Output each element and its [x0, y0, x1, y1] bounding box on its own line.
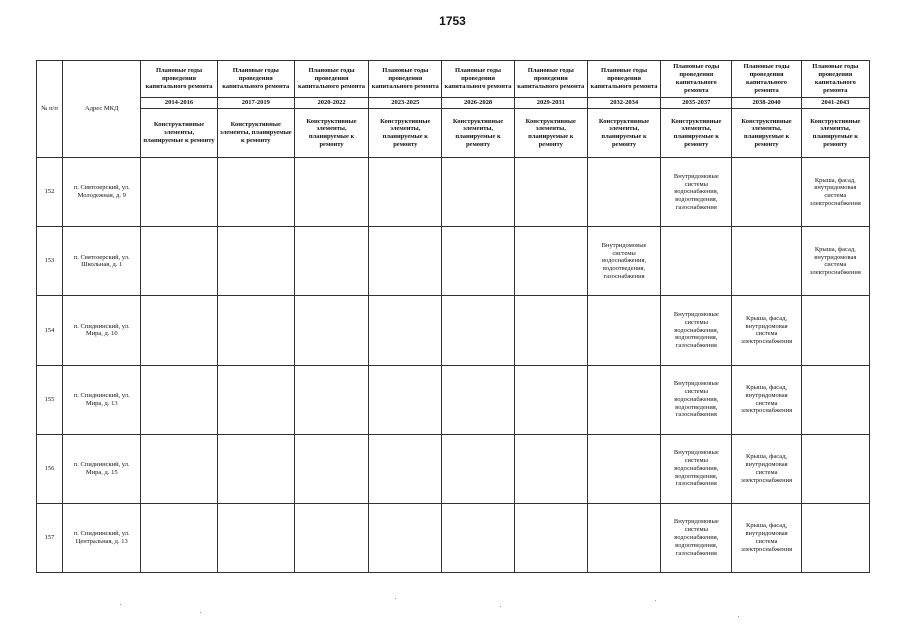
repair-elements-cell	[294, 158, 368, 227]
repair-elements-cell	[587, 296, 660, 365]
repair-elements-cell	[514, 365, 587, 434]
row-address: п. Святозерский, ул. Школьная, д. 1	[63, 227, 141, 296]
header-period-elements: Конструктивные элементы, планируемые к ремонту	[801, 109, 869, 158]
repair-elements-cell: Крыша, фасад, внутридомовая система электроснабжения	[732, 434, 801, 503]
header-period-years: 2032-2034	[587, 98, 660, 109]
header-period-elements: Конструктивные элементы, планируемые к ремонту	[661, 109, 732, 158]
repair-elements-cell	[587, 365, 660, 434]
scan-speck	[200, 612, 201, 613]
repair-elements-cell: Внутридомовые системы водоснабжения, водоотведения, газоснабжения	[661, 503, 732, 572]
row-address: п. Святозерский, ул. Молодежная, д. 9	[63, 158, 141, 227]
repair-elements-cell	[442, 158, 514, 227]
scan-speck	[120, 604, 121, 605]
repair-elements-cell	[442, 365, 514, 434]
table-row	[37, 227, 870, 296]
table-body	[37, 61, 870, 573]
repair-elements-cell	[217, 503, 294, 572]
repair-elements-cell: Внутридомовые системы водоснабжения, водоотведения, газоснабжения	[661, 296, 732, 365]
repair-elements-cell	[732, 227, 801, 296]
repair-elements-cell	[514, 434, 587, 503]
repair-elements-cell	[141, 365, 217, 434]
repair-elements-cell	[514, 296, 587, 365]
header-period-years: 2014-2016	[141, 98, 217, 109]
header-period-title: Плановые годы проведения капитального ремонта	[217, 61, 294, 98]
header-period-title: Плановые годы проведения капитального ремонта	[294, 61, 368, 98]
repair-elements-cell	[141, 296, 217, 365]
repair-elements-cell: Крыша, фасад, внутридомовая система электроснабжения	[801, 158, 869, 227]
header-num-col: № п/п	[37, 61, 63, 158]
row-number: 155	[37, 365, 63, 434]
repair-elements-cell: Внутридомовые системы водоснабжения, водоотведения, газоснабжения	[587, 227, 660, 296]
repair-elements-cell	[294, 503, 368, 572]
header-row-elements	[37, 109, 870, 158]
header-period-title: Плановые годы проведения капитального ремонта	[442, 61, 514, 98]
row-number: 157	[37, 503, 63, 572]
repair-elements-cell	[141, 434, 217, 503]
header-period-elements: Конструктивные элементы, планируемые к ремонту	[217, 109, 294, 158]
repair-elements-cell	[514, 158, 587, 227]
repair-elements-cell	[514, 227, 587, 296]
repair-elements-cell: Внутридомовые системы водоснабжения, водоотведения, газоснабжения	[661, 365, 732, 434]
header-period-title: Плановые годы проведения капитального ремонта	[141, 61, 217, 98]
repair-elements-cell	[217, 296, 294, 365]
page-number: 1753	[439, 14, 466, 28]
repair-elements-cell	[369, 434, 442, 503]
repair-elements-cell	[217, 365, 294, 434]
repair-elements-cell	[801, 434, 869, 503]
repair-elements-cell	[442, 503, 514, 572]
repair-elements-cell	[801, 503, 869, 572]
repair-elements-cell: Внутридомовые системы водоснабжения, водоотведения, газоснабжения	[661, 158, 732, 227]
row-address: п. Спиднинский, ул. Мира, д. 10	[63, 296, 141, 365]
header-period-years: 2035-2037	[661, 98, 732, 109]
table-row	[37, 296, 870, 365]
header-period-title: Плановые годы проведения капитального ремонта	[514, 61, 587, 98]
header-row-titles	[37, 61, 870, 98]
repair-elements-cell: Крыша, фасад, внутридомовая система электроснабжения	[732, 296, 801, 365]
repair-elements-cell	[442, 296, 514, 365]
repair-elements-cell	[442, 227, 514, 296]
repair-elements-cell: Внутридомовые системы водоснабжения, водоотведения, газоснабжения	[661, 434, 732, 503]
repair-elements-cell	[294, 227, 368, 296]
row-number: 152	[37, 158, 63, 227]
table-row	[37, 434, 870, 503]
repair-elements-cell	[801, 296, 869, 365]
repair-elements-cell	[587, 503, 660, 572]
repair-elements-cell: Крыша, фасад, внутридомовая система электроснабжения	[801, 227, 869, 296]
row-number: 153	[37, 227, 63, 296]
header-period-title: Плановые годы проведения капитального ремонта	[732, 61, 801, 98]
repair-elements-cell	[587, 434, 660, 503]
repair-elements-cell	[514, 503, 587, 572]
repair-elements-cell	[369, 227, 442, 296]
repair-elements-cell	[217, 158, 294, 227]
table-row	[37, 365, 870, 434]
header-period-elements: Конструктивные элементы, планируемые к ремонту	[442, 109, 514, 158]
row-address: п. Спиднинский, ул. Мира, д. 13	[63, 365, 141, 434]
repair-elements-cell	[294, 296, 368, 365]
table-row	[37, 503, 870, 572]
header-period-years: 2029-2031	[514, 98, 587, 109]
header-period-elements: Конструктивные элементы, планируемые к ремонту	[294, 109, 368, 158]
scan-speck	[500, 606, 501, 607]
header-row-years	[37, 98, 870, 109]
capital-repair-plan-table	[36, 60, 870, 573]
repair-elements-cell	[369, 365, 442, 434]
header-period-years: 2041-2043	[801, 98, 869, 109]
header-period-years: 2017-2019	[217, 98, 294, 109]
repair-elements-cell	[294, 434, 368, 503]
header-address-col: Адрес МКД	[63, 61, 141, 158]
header-period-years: 2023-2025	[369, 98, 442, 109]
repair-elements-cell	[587, 158, 660, 227]
repair-elements-cell	[217, 227, 294, 296]
header-period-title: Плановые годы проведения капитального ремонта	[661, 61, 732, 98]
repair-elements-cell	[732, 158, 801, 227]
repair-elements-cell	[661, 227, 732, 296]
row-address: п. Спиднинский, ул. Мира, д. 15	[63, 434, 141, 503]
header-period-title: Плановые годы проведения капитального ремонта	[587, 61, 660, 98]
header-period-years: 2020-2022	[294, 98, 368, 109]
repair-elements-cell	[369, 503, 442, 572]
repair-elements-cell	[217, 434, 294, 503]
repair-elements-cell	[801, 365, 869, 434]
repair-elements-cell	[294, 365, 368, 434]
row-number: 156	[37, 434, 63, 503]
header-period-elements: Конструктивные элементы, планируемые к ремонту	[141, 109, 217, 158]
repair-elements-cell	[141, 503, 217, 572]
repair-elements-cell	[369, 296, 442, 365]
header-period-title: Плановые годы проведения капитального ремонта	[369, 61, 442, 98]
repair-elements-cell	[141, 158, 217, 227]
scan-speck	[738, 616, 739, 617]
repair-elements-cell: Крыша, фасад, внутридомовая система электроснабжения	[732, 365, 801, 434]
repair-elements-cell	[442, 434, 514, 503]
header-period-elements: Конструктивные элементы, планируемые к ремонту	[369, 109, 442, 158]
header-period-title: Плановые годы проведения капитального ремонта	[801, 61, 869, 98]
scan-speck	[655, 600, 656, 601]
scan-speck	[395, 598, 396, 599]
repair-elements-cell	[369, 158, 442, 227]
header-period-years: 2026-2028	[442, 98, 514, 109]
repair-elements-cell	[141, 227, 217, 296]
header-period-elements: Конструктивные элементы, планируемые к ремонту	[587, 109, 660, 158]
row-address: п. Спиднинский, ул. Центральная, д. 13	[63, 503, 141, 572]
repair-elements-cell: Крыша, фасад, внутридомовая система электроснабжения	[732, 503, 801, 572]
header-period-elements: Конструктивные элементы, планируемые к ремонту	[514, 109, 587, 158]
header-period-years: 2038-2040	[732, 98, 801, 109]
header-period-elements: Конструктивные элементы, планируемые к ремонту	[732, 109, 801, 158]
table-row	[37, 158, 870, 227]
row-number: 154	[37, 296, 63, 365]
